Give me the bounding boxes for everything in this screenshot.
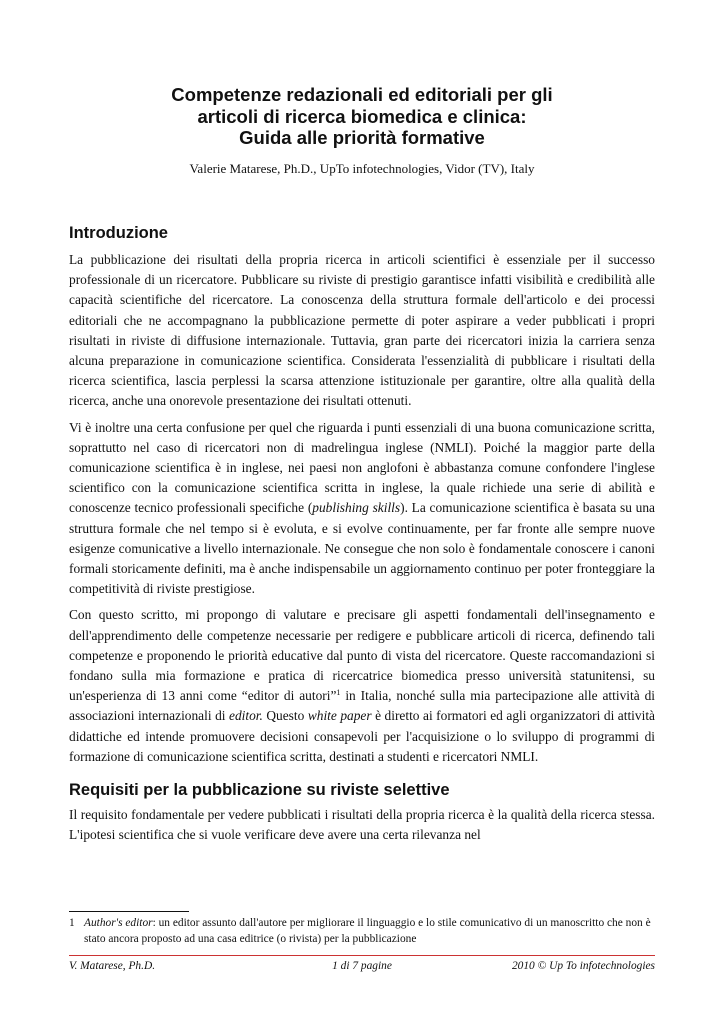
footnote-definition: : un editor assunto dall'autore per migliorare il linguaggio e lo stile comunicativo di un manoscritto che non è stato ancora proposto ad una casa editrice (o rivista) per la pubblicazione bbox=[84, 917, 651, 945]
title-line: Guida alle priorità formative bbox=[239, 127, 485, 148]
footer-page-number: 1 di 7 pagine bbox=[332, 960, 392, 972]
emphasis-text: white paper bbox=[307, 708, 372, 724]
document-title bbox=[68, 84, 656, 149]
emphasis-text: publishing skills bbox=[312, 500, 401, 516]
footer-copyright: 2010 © Up To infotechnologies bbox=[511, 960, 655, 972]
footnote-number: 1 bbox=[69, 917, 75, 929]
footnote-separator bbox=[69, 911, 189, 912]
footnote-reference[interactable]: 1 bbox=[336, 688, 341, 698]
author-line: Valerie Matarese, Ph.D., UpTo infotechnologies, Vidor (TV), Italy bbox=[189, 161, 535, 176]
text-run: è diretto ai formatori ed agli organizzatori di attività didattiche ed intende promuovere decisioni consapevoli per l'acquisizione o lo sviluppo di programmi di formazione di comunicazione scientifica scritta, destinati a studenti e ricercatori NMLI. bbox=[69, 708, 655, 764]
text-run: ). La comunicazione scientifica è basata su una struttura formale che nel tempo si è evoluta, e si evolve continuamente, per far fronte alle sempre nuove esigenze comunicative a livello internazionale. Ne consegue che non solo è fondamentale conoscere i canoni formali storicamente definiti, ma è anche indispensabile un aggiornamento continuo per poter fronteggiare la competitività di riviste prestigiose. bbox=[69, 500, 656, 597]
emphasis-text: editor. bbox=[229, 708, 263, 724]
footer-rule bbox=[69, 955, 655, 956]
text-run: in Italia, nonché sulla mia partecipazione alle attività di associazioni internazionali di bbox=[69, 688, 655, 724]
section-heading-requirements: Requisiti per la pubblicazione su riviste selettive bbox=[69, 781, 450, 800]
text-run: Vi è inoltre una certa confusione per quel che riguarda i punti essenziali di una buona comunicazione scritta, soprattutto nel caso di ricercatori non di madrelingua inglese (NMLI). Poiché la maggior parte della comunicazione scientifica è in inglese, nei paesi non anglofoni è abbastanza comune confondere l'inglese scientifico con la comunicazione scientifica scritta in inglese, la quale richiede una serie di abilità e conoscenze tecnico professionali specifiche ( bbox=[69, 419, 655, 516]
section-heading-introduction: Introduzione bbox=[69, 224, 168, 242]
title-line: Competenze redazionali ed editoriali per gli bbox=[171, 84, 553, 105]
text-run: Con questo scritto, mi propongo di valutare e precisare gli aspetti fondamentali dell'insegnamento e dell'apprendimento delle competenze necessarie per redigere e pubblicare articoli di ricerca, definendo tali competenze e proponendo le priorità educative dal punto di vista del ricercatore. Queste raccomandazioni si fondano sulla mia formazione e pratica di ricercatrice biomedica presso università statunitensi, su un'esperienza di 13 anni come “editor di autori” bbox=[69, 607, 655, 704]
paragraph: La pubblicazione dei risultati della propria ricerca in articoli scientifici è essenziale per il successo professionale di un ricercatore. Pubblicare su riviste di prestigio garantisce infatti visibilità e credibilità alle capacità scientifiche del ricercatore. La conoscenza della struttura formale dell'articolo e dei processi editoriali che ne accompagnano la pubblicazione permette di poter aspirare a veder pubblicati i propri risultati in riviste di diffusione internazionale. Tuttavia, gran parte dei ricercatori inizia la carriera senza alcuna preparazione in comunicazione scientifica. Considerata l'essenzialità di pubblicare i risultati della ricerca scientifica, lascia perplessi la scarsa attenzione istituzionale per garantire, oltre alla qualità della ricerca, anche una onorevole presentazione dei risultati ottenuti. bbox=[69, 252, 655, 409]
paragraph: Il requisito fondamentale per vedere pubblicati i risultati della propria ricerca è la qualità della ricerca stessa. L'ipotesi scientifica che si vuole verificare deve avere una certa rilevanza nel bbox=[69, 807, 655, 843]
text-run: Questo bbox=[262, 708, 308, 724]
title-line: articoli di ricerca biomedica e clinica: bbox=[197, 105, 527, 127]
footer-author: V. Matarese, Ph.D. bbox=[69, 960, 156, 972]
paragraph bbox=[69, 418, 655, 600]
footnote bbox=[69, 916, 655, 947]
page-footer bbox=[69, 958, 655, 974]
footnote-term: Author's editor bbox=[84, 917, 153, 929]
document-body bbox=[69, 222, 655, 851]
footnote-text bbox=[84, 916, 655, 947]
paragraph bbox=[69, 605, 655, 767]
